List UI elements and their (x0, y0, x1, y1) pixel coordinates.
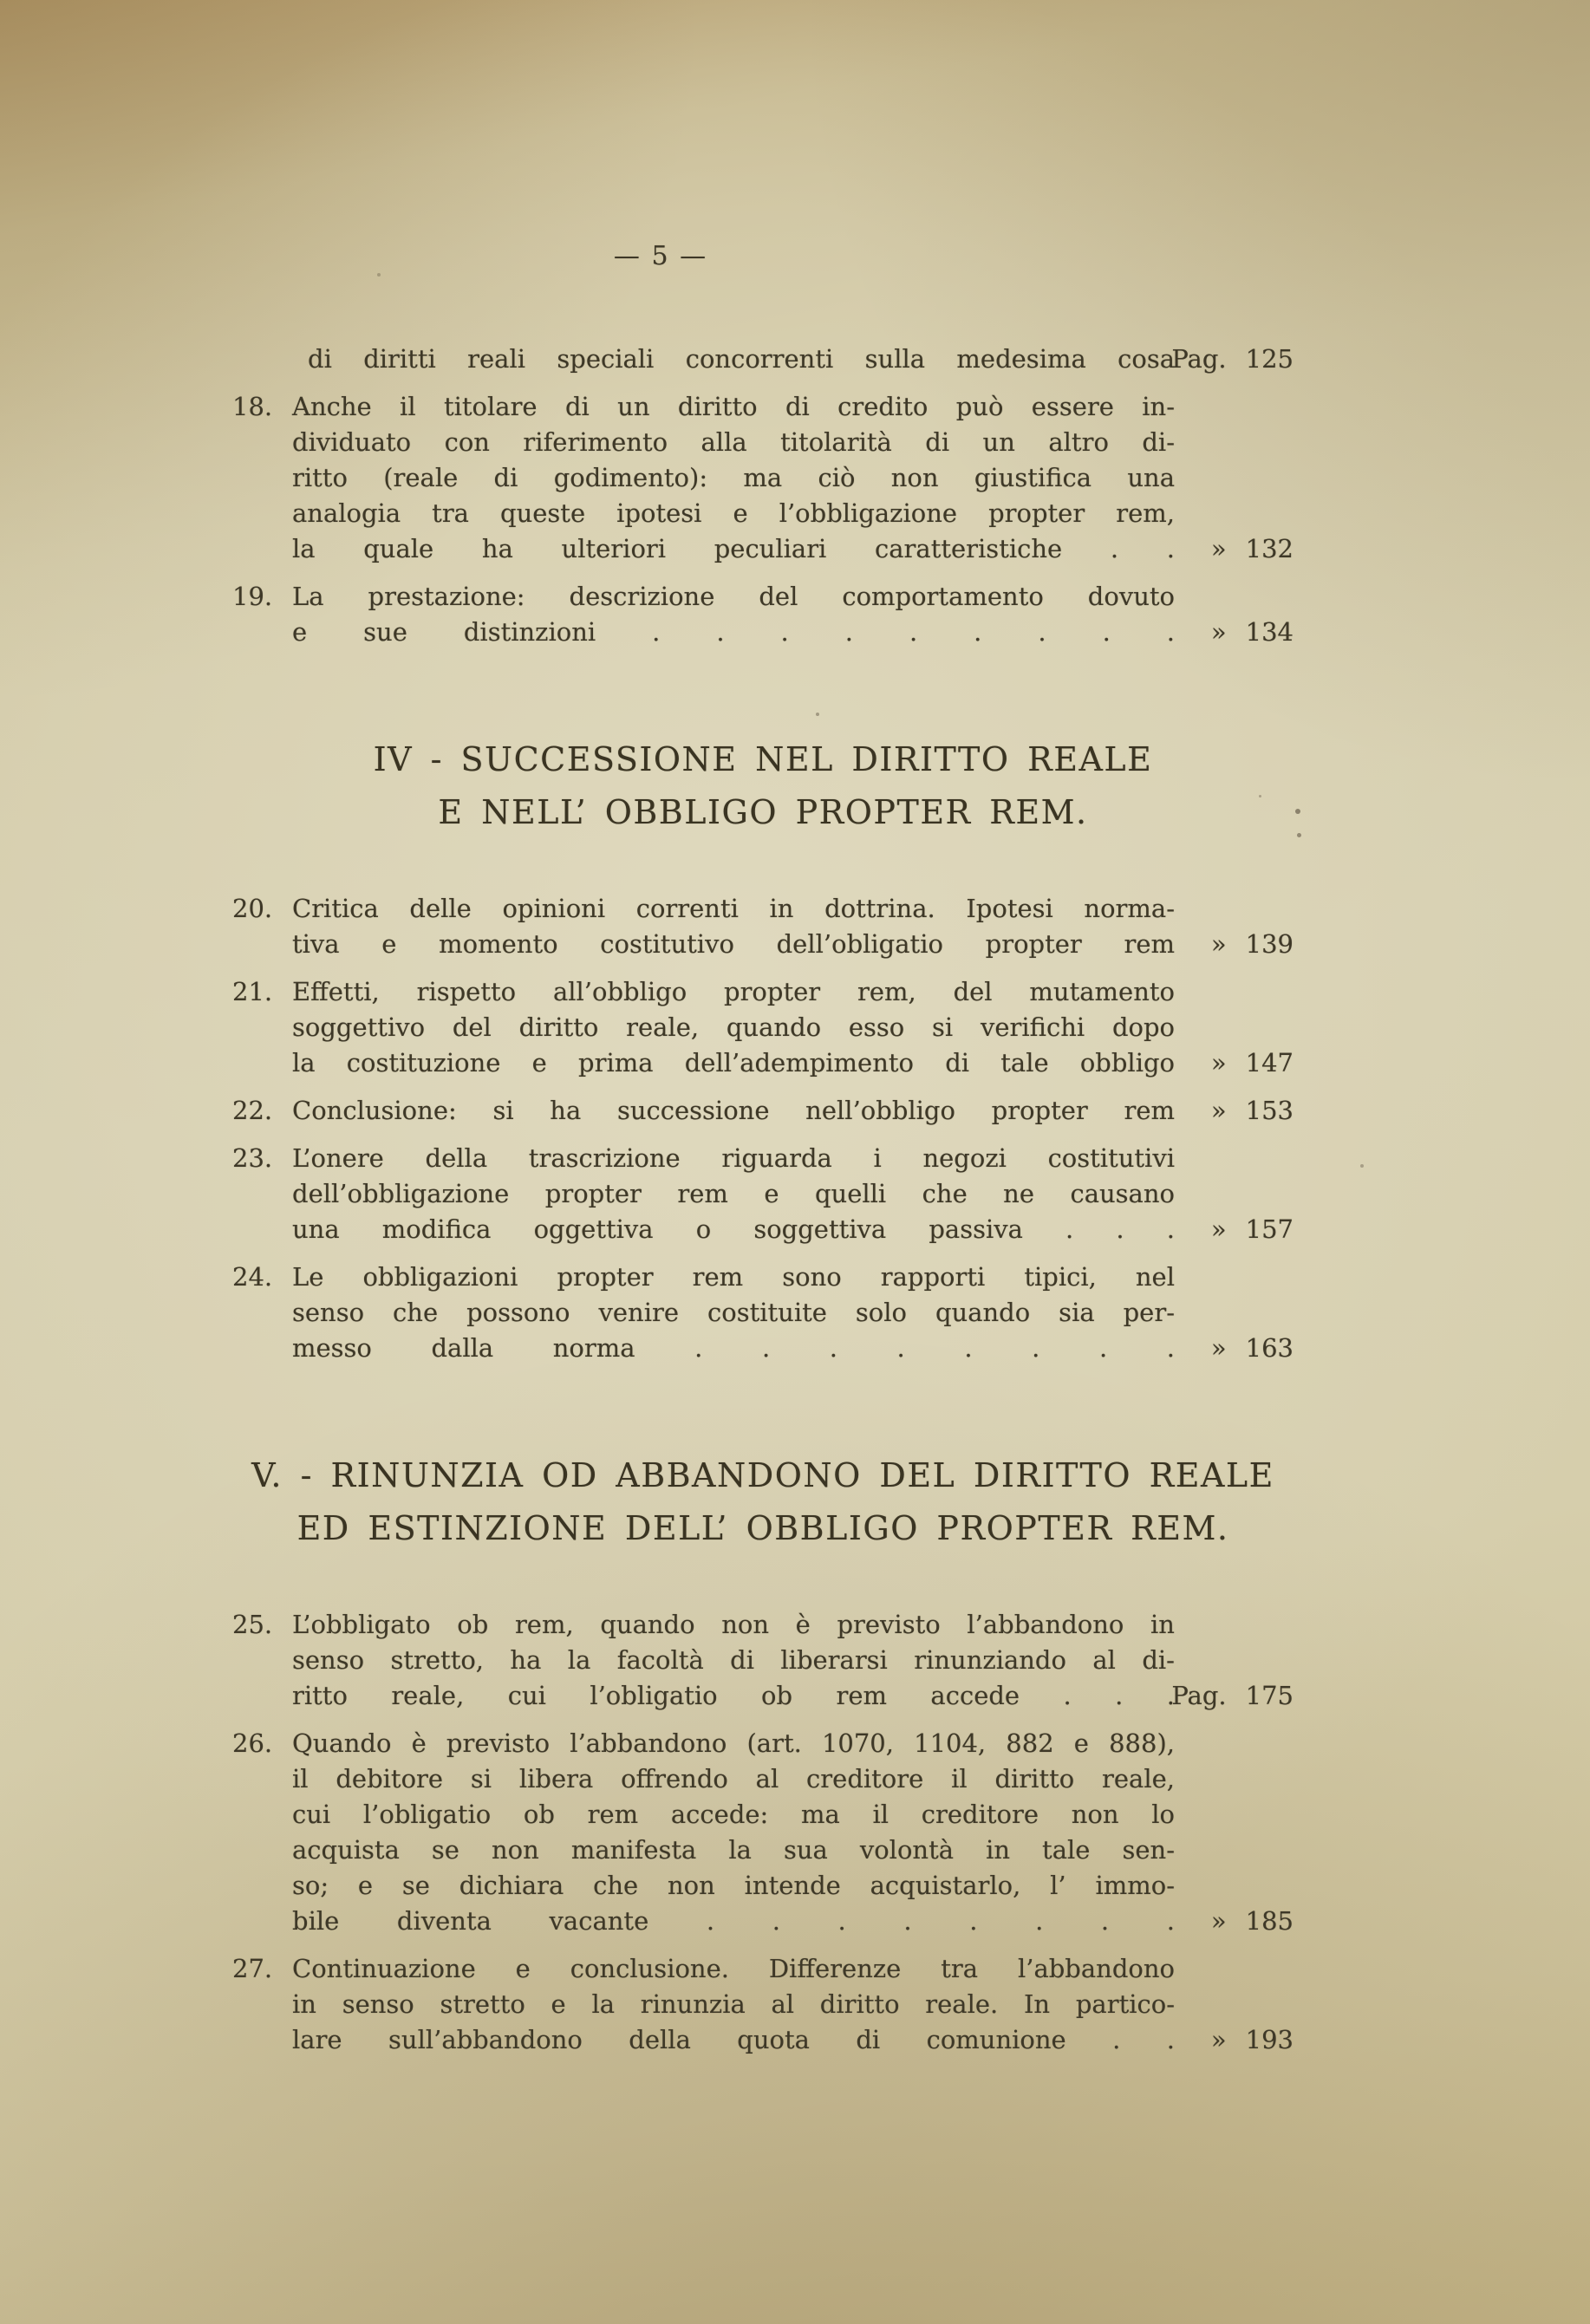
entry-number: 21. (232, 977, 273, 1006)
page-value: 147 (1245, 1048, 1294, 1077)
entry-number: 19. (232, 582, 273, 611)
toc-line: L’obbligato ob rem, quando non è previsto l’abbandono in (292, 1610, 1175, 1639)
entry-number: 20. (232, 894, 273, 923)
entry-lines (308, 342, 1175, 377)
page-value: 157 (1245, 1214, 1294, 1244)
toc-entry (232, 1951, 1294, 2058)
toc-line-last: tiva e momento costitutivo dell’obligatio propter rem (292, 929, 1175, 959)
page-value: 185 (1245, 1906, 1294, 1936)
entry-number: 23. (232, 1143, 273, 1173)
page-ref (1211, 1093, 1294, 1129)
page-ref (1211, 2022, 1294, 2058)
toc-line: Anche il titolare di un diritto di credito può essere in- (292, 392, 1175, 421)
entry-lines (292, 1726, 1175, 1939)
toc-entry (232, 891, 1294, 962)
entry-number: 27. (232, 1954, 273, 1983)
toc-entry (232, 579, 1294, 650)
entry-lines (292, 891, 1175, 962)
toc-line: dividuato con riferimento alla titolarità di un altro di- (292, 427, 1175, 457)
heading-line: V. - RINUNZIA OD ABBANDONO DEL DIRITTO REALE (251, 1456, 1274, 1494)
entry-lines (292, 1093, 1175, 1129)
toc-line: analogia tra queste ipotesi e l’obbligazione propter rem, (292, 498, 1175, 528)
toc-line: in senso stretto e la rinunzia al diritto reale. In partico- (292, 1989, 1175, 2019)
toc-line: acquista se non manifesta la sua volontà in tale sen- (292, 1835, 1175, 1865)
toc-group (232, 342, 1294, 650)
toc-content (232, 0, 1294, 2058)
toc-line: il debitore si libera offrendo al creditore il diritto reale, (292, 1764, 1175, 1793)
page-label: » (1210, 1096, 1227, 1125)
toc-line-last: Conclusione: si ha successione nell’obbligo propter rem (292, 1096, 1175, 1125)
entry-lines (292, 1607, 1175, 1714)
toc-entry (232, 342, 1294, 377)
page-value: 139 (1245, 929, 1294, 959)
entry-lines (292, 1141, 1175, 1247)
page-ref (1211, 1045, 1294, 1081)
page-label: » (1210, 1214, 1227, 1244)
page-label: » (1210, 1048, 1227, 1077)
page-label: » (1210, 617, 1227, 647)
toc-line-last: una modifica oggettiva o soggettiva passiva . . . (292, 1214, 1175, 1244)
toc-line: La prestazione: descrizione del comportamento dovuto (292, 582, 1175, 611)
paper-speck (377, 273, 381, 277)
toc-line-last: lare sull’abbandono della quota di comunione . . (292, 2025, 1175, 2054)
heading-line: IV - SUCCESSIONE NEL DIRITTO REALE (373, 740, 1153, 778)
page-ref (1211, 1904, 1294, 1939)
page-value: 134 (1245, 617, 1294, 647)
heading-line: E NELL’ OBBLIGO PROPTER REM. (438, 793, 1088, 831)
toc-line: so; e se dichiara che non intende acquistarlo, l’ immo- (292, 1871, 1175, 1900)
entry-lines (292, 974, 1175, 1081)
page-value: 125 (1245, 344, 1294, 374)
page-label: Pag. (1171, 1681, 1227, 1710)
page-value: 163 (1245, 1333, 1294, 1363)
page-label: » (1210, 534, 1227, 563)
toc-entry (232, 1093, 1294, 1129)
page-label: » (1210, 1906, 1227, 1936)
toc-entry (232, 1607, 1294, 1714)
paper-speck (816, 713, 819, 716)
page-value: 175 (1245, 1681, 1294, 1710)
toc-line-last: di diritti reali speciali concorrenti sulla medesima cosa (308, 344, 1175, 374)
page-label: Pag. (1171, 344, 1227, 374)
page-label: » (1210, 2025, 1227, 2054)
toc-line: ritto (reale di godimento): ma ciò non giustifica una (292, 463, 1175, 492)
toc-line-last: e sue distinzioni . . . . . . . . . (292, 617, 1175, 647)
page-ref (1171, 1678, 1294, 1714)
section-heading-v (232, 1449, 1294, 1555)
toc-line: senso stretto, ha la facoltà di liberarsi rinunziando al di- (292, 1645, 1175, 1675)
toc-group (232, 1607, 1294, 2058)
toc-entry (232, 1260, 1294, 1366)
entry-lines (292, 579, 1175, 650)
paper-speck (1295, 809, 1300, 814)
page-ref (1211, 531, 1294, 567)
entry-number: 26. (232, 1728, 273, 1758)
page-number: — 5 — (613, 241, 708, 271)
toc-line-last: messo dalla norma . . . . . . . . (292, 1333, 1175, 1363)
toc-line: Quando è previsto l’abbandono (art. 1070, 1104, 882 e 888), (292, 1728, 1175, 1758)
toc-line-last: bile diventa vacante . . . . . . . . (292, 1906, 1175, 1936)
page-value: 132 (1245, 534, 1294, 563)
toc-entry (232, 1726, 1294, 1939)
toc-group (232, 891, 1294, 1366)
toc-line: cui l’obligatio ob rem accede: ma il creditore non lo (292, 1800, 1175, 1829)
page-label: » (1210, 1333, 1227, 1363)
page-value: 153 (1245, 1096, 1294, 1125)
heading-line: ED ESTINZIONE DELL’ OBBLIGO PROPTER REM. (296, 1509, 1229, 1547)
page-ref (1211, 615, 1294, 650)
toc-line: Continuazione e conclusione. Differenze tra l’abbandono (292, 1954, 1175, 1983)
page-ref (1211, 1331, 1294, 1366)
section-heading-iv (232, 733, 1294, 839)
entry-number: 25. (232, 1610, 273, 1639)
paper-speck (1297, 833, 1301, 837)
toc-line: Effetti, rispetto all’obbligo propter rem, del mutamento (292, 977, 1175, 1006)
toc-line: soggettivo del diritto reale, quando esso si verifichi dopo (292, 1012, 1175, 1042)
toc-entry (232, 974, 1294, 1081)
toc-line: Le obbligazioni propter rem sono rapporti tipici, nel (292, 1262, 1175, 1292)
toc-line: senso che possono venire costituite solo quando sia per- (292, 1298, 1175, 1327)
page-ref (1211, 927, 1294, 962)
page-ref (1211, 1212, 1294, 1247)
toc-line-last: ritto reale, cui l’obligatio ob rem accede . . . (292, 1681, 1175, 1710)
toc-entry (232, 389, 1294, 567)
toc-line: dell’obbligazione propter rem e quelli che ne causano (292, 1179, 1175, 1208)
toc-entry (232, 1141, 1294, 1247)
entry-number: 22. (232, 1096, 273, 1125)
entry-lines (292, 1260, 1175, 1366)
entry-number: 24. (232, 1262, 273, 1292)
toc-line: L’onere della trascrizione riguarda i negozi costitutivi (292, 1143, 1175, 1173)
toc-line-last: la costituzione e prima dell’adempimento di tale obbligo (292, 1048, 1175, 1077)
entry-lines (292, 1951, 1175, 2058)
page-ref (1171, 342, 1294, 377)
toc-line: Critica delle opinioni correnti in dottrina. Ipotesi norma- (292, 894, 1175, 923)
toc-line-last: la quale ha ulteriori peculiari caratteristiche . . (292, 534, 1175, 563)
paper-speck (1259, 795, 1261, 797)
entry-number: 18. (232, 392, 273, 421)
page-value: 193 (1245, 2025, 1294, 2054)
entry-lines (292, 389, 1175, 567)
paper-speck (1360, 1164, 1364, 1168)
page-label: » (1210, 929, 1227, 959)
